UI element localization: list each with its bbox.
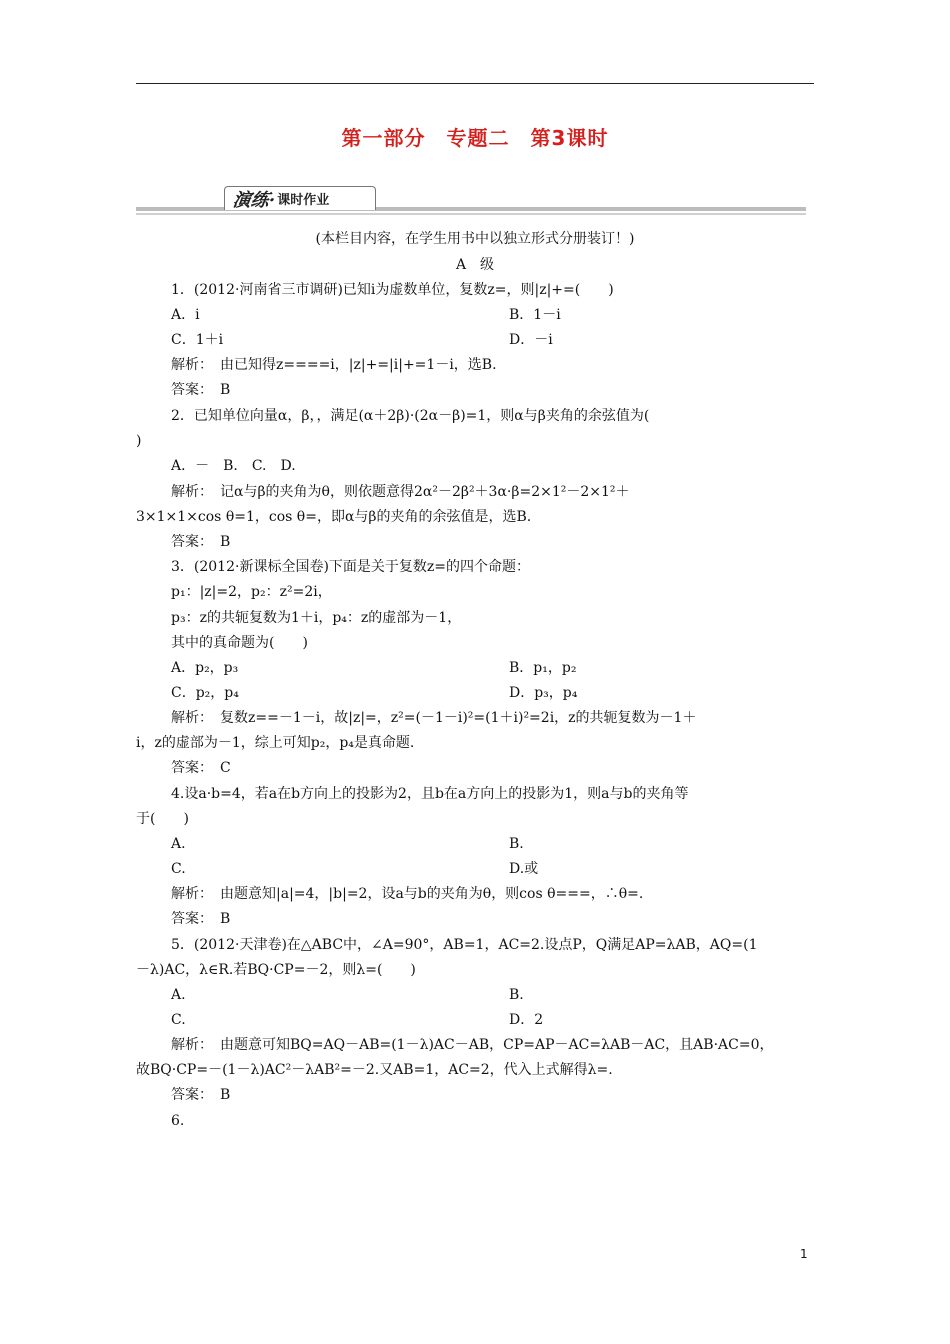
- option-d: D.或: [509, 861, 539, 877]
- option-a: A.: [171, 987, 186, 1003]
- solution: 解析： 由题意知|a|=4，|b|=2，设a与b的夹角为θ，则cos θ===，∴θ=.: [171, 886, 644, 902]
- banner-label: 课时作业: [277, 193, 330, 208]
- question-2-continued: ): [136, 433, 142, 449]
- notice: (本栏目内容，在学生用书中以独立形式分册装订！): [315, 231, 635, 247]
- proposition-line: p₃：z的共轭复数为1＋i，p₄：z的虚部为－1，: [171, 610, 462, 626]
- question-5-continued: －λ)AC，λ∈R.若BQ·CP=－2，则λ=( ): [136, 962, 416, 978]
- option-c: C.: [171, 1012, 186, 1028]
- solution: 解析： 记α与β的夹角为θ，则依题意得2α²－2β²＋3α·β=2×1²－2×1²＋: [171, 484, 630, 500]
- option-d: D．2: [509, 1012, 544, 1028]
- question-6: 6.: [171, 1113, 185, 1129]
- question-1: 1．(2012·河南省三市调研)已知i为虚数单位，复数z=，则|z|+=( ): [171, 282, 614, 298]
- page-title: 第一部分 专题二 第3课时: [341, 126, 609, 150]
- question-4: 4.设a·b=4，若a在b方向上的投影为2，且b在a方向上的投影为1，则a与b的夹角等: [171, 786, 689, 802]
- solution: 解析： 由已知得z====i，|z|+=|i|+=1－i，选B.: [171, 357, 497, 373]
- option-a: A.: [171, 836, 186, 852]
- option-d: D．－i: [509, 332, 553, 348]
- level-heading: A 级: [455, 257, 495, 273]
- question-5: 5．(2012·天津卷)在△ABC中，∠A=90°，AB=1，AC=2.设点P，Q满足AP=λAB，AQ=(1: [171, 937, 758, 953]
- option-c: C．p₂，p₄: [171, 685, 239, 701]
- solution: 解析： 由题意可知BQ=AQ－AB=(1－λ)AC－AB，CP=AP－AC=λAB－AC，且AB·AC=0，: [171, 1037, 774, 1053]
- page-number: 1: [800, 1247, 808, 1261]
- solution: 解析： 复数z==－1－i，故|z|=，z²=(－1－i)²=(1＋i)²=2i，z的共轭复数为－1＋: [171, 710, 697, 726]
- option-d: D．p₃，p₄: [509, 685, 578, 701]
- option-b: B．p₁，p₂: [509, 660, 577, 676]
- banner-script-logo: 演练·: [231, 189, 277, 211]
- option-b: B．1－i: [509, 307, 561, 323]
- option-b: B.: [509, 836, 524, 852]
- question-3-prompt: 其中的真命题为( ): [171, 635, 308, 651]
- banner-tab: [224, 186, 376, 210]
- answer: 答案： B: [171, 534, 231, 550]
- option-a: A．i: [171, 307, 200, 323]
- question-3: 3．(2012·新课标全国卷)下面是关于复数z=的四个命题：: [171, 559, 531, 575]
- option-b: B.: [509, 987, 524, 1003]
- answer: 答案： B: [171, 1087, 231, 1103]
- proposition-line: p₁：|z|=2，p₂：z²=2i，: [171, 584, 332, 600]
- solution-continued: 故BQ·CP=－(1－λ)AC²－λAB²=－2.又AB=1，AC=2，代入上式解得λ=.: [136, 1062, 613, 1078]
- question-4-continued: 于( ): [136, 811, 189, 827]
- option-a: A．p₂，p₃: [171, 660, 239, 676]
- answer: 答案： B: [171, 911, 231, 927]
- option-c: C．1＋i: [171, 332, 224, 348]
- solution-continued: i，z的虚部为－1，综上可知p₂，p₄是真命题.: [136, 735, 415, 751]
- banner-bar-thin: [136, 213, 806, 215]
- question-2: 2．已知单位向量α，β，，满足(α＋2β)·(2α－β)=1，则α与β夹角的余弦值为(: [171, 408, 650, 424]
- option-c: C.: [171, 861, 186, 877]
- options-row: A．－ B. C. D.: [171, 458, 296, 474]
- header-rule: [136, 83, 814, 84]
- answer: 答案： C: [171, 760, 231, 776]
- answer: 答案： B: [171, 382, 231, 398]
- solution-continued: 3×1×1×cos θ=1，cos θ=，即α与β的夹角的余弦值是，选B.: [136, 509, 532, 525]
- homework-banner: [136, 186, 806, 216]
